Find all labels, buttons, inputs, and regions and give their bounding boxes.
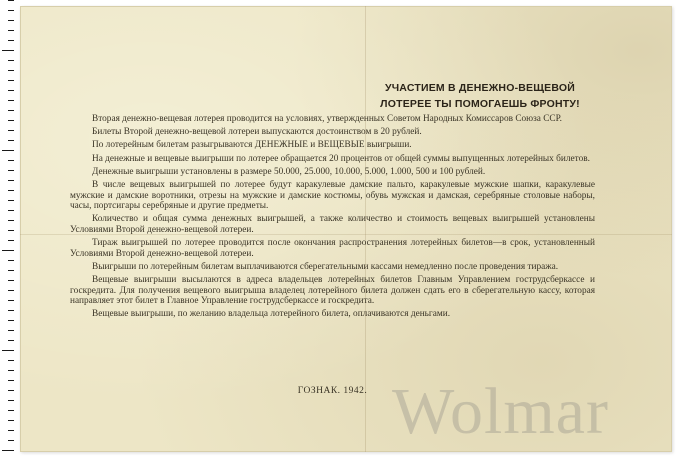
paragraph: Денежные выигрыши установлены в размере 50.000, 25.000, 10.000, 5.000, 1.000, 500 и 100 рублей. <box>92 166 486 177</box>
paragraph: Количество и общая сумма денежных выигрышей, а также количество и стоимость вещевых выигрышей установлены Условиями Второй денежно-вещевой лотереи. <box>70 214 595 235</box>
paragraph: Тираж выигрышей по лотерее проводится после окончания распространения лотерейных билетов—в срок, установленный Условиями Второй денежно-вещевой лотереи. <box>70 238 595 259</box>
printer-imprint: ГОЗНАК. 1942. <box>297 386 368 396</box>
paragraph: В числе вещевых выигрышей по лотерее будут каракулевые дамские пальто, каракулевые мужские шапки, каракулевые мужские и дамские воротники, отрезы на мужские и дамские костюмы, обувь мужская и дамская, серебряные столовые наборы, часы, портсигары серебряные и другие предметы. <box>70 179 595 212</box>
watermark-logo: Wolmar <box>392 375 609 448</box>
paragraph: По лотерейным билетам разыгрываются ДЕНЕЖНЫЕ и ВЕЩЕВЫЕ выигрыши. <box>92 140 412 151</box>
paragraph: На денежные и вещевые выигрыши по лотерее обращается 20 процентов от общей суммы выпущенных лотерейных билетов. <box>92 153 590 164</box>
lottery-conditions-text <box>70 114 595 323</box>
paragraph: Вещевые выигрыши высылаются в адреса владельцев лотерейных билетов Главным Управлением гострудсберкассе и госкредита. Для получения вещевого выигрыша владелец лотерейного билета должен сдать его в сберегательную кассу, которая направляет этот билет в Главное Управление гострудсберкассе и госкредита. <box>70 275 595 307</box>
measurement-ruler <box>0 0 14 459</box>
paragraph: Выигрыши по лотерейным билетам выплачиваются сберегательными кассами немедленно после проведения тиража. <box>92 261 559 272</box>
slogan-line-1: УЧАСТИЕМ В ДЕНЕЖНО-ВЕЩЕВОЙ <box>384 82 575 94</box>
paragraph: Вторая денежно-вещевая лотерея проводится на условиях, утвержденных Советом Народных Комиссаров Союза ССР. <box>92 114 562 124</box>
slogan-heading <box>370 80 590 112</box>
paragraph: Билеты Второй денежно-вещевой лотереи выпускаются достоинством в 20 рублей. <box>92 127 422 138</box>
paragraph: Вещевые выигрыши, по желанию владельца лотерейного билета, оплачиваются деньгами. <box>92 309 451 320</box>
slogan-line-2: ЛОТЕРЕЕ ТЫ ПОМОГАЕШЬ ФРОНТУ! <box>380 98 580 110</box>
